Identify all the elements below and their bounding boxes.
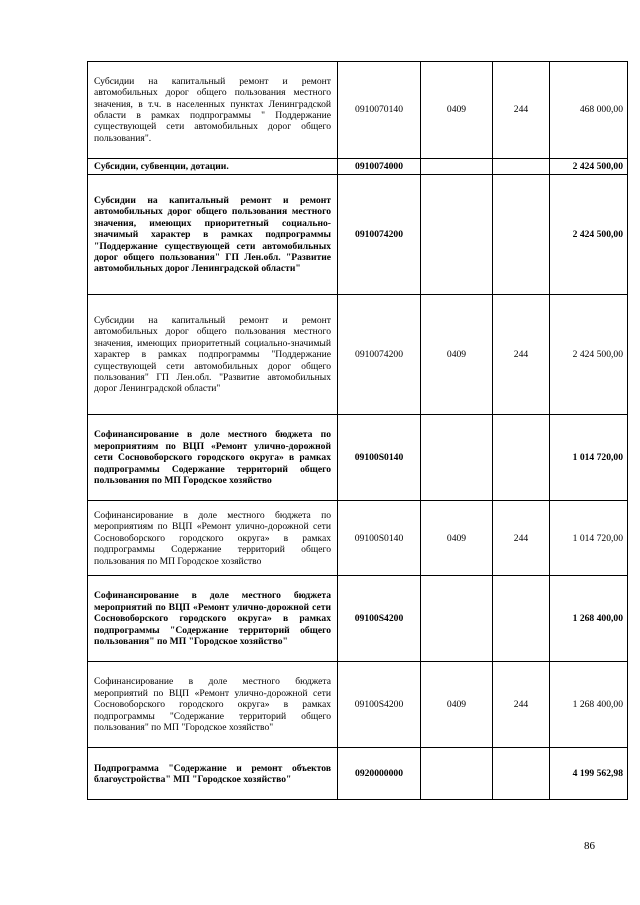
- row-section-code: [421, 576, 493, 662]
- row-amount: 1 268 400,00: [550, 576, 628, 662]
- table-row: [88, 501, 628, 576]
- row-amount: 4 199 562,98: [550, 748, 628, 800]
- row-csr-code: 0920000000: [338, 748, 421, 800]
- row-description: Софинансирование в доле местного бюджета по мероприятиям по ВЦП «Ремонт улично-дорожной сети Сосновоборского городского округа» в рамках подпрограммы Содержание территорий общего пользования по МП Городское хозяйство: [88, 415, 338, 501]
- row-section-code: 0409: [421, 662, 493, 748]
- row-description: Софинансирование в доле местного бюджета мероприятий по ВЦП «Ремонт улично-дорожной сети Сосновоборского городского округа» в рамках подпрограммы "Содержание территорий общего пользования" по МП "Городское хозяйство": [88, 576, 338, 662]
- row-section-code: [421, 175, 493, 295]
- row-csr-code: 0910070140: [338, 62, 421, 159]
- table-row: [88, 748, 628, 800]
- row-section-code: [421, 159, 493, 175]
- table-row: [88, 662, 628, 748]
- row-section-code: 0409: [421, 295, 493, 415]
- row-amount: 2 424 500,00: [550, 159, 628, 175]
- row-amount: 468 000,00: [550, 62, 628, 159]
- row-description: Субсидии, субвенции, дотации.: [88, 159, 338, 175]
- table-row: [88, 62, 628, 159]
- row-csr-code: 09100S0140: [338, 415, 421, 501]
- row-csr-code: 09100S0140: [338, 501, 421, 576]
- row-csr-code: 09100S4200: [338, 576, 421, 662]
- row-section-code: 0409: [421, 501, 493, 576]
- row-description: Субсидии на капитальный ремонт и ремонт автомобильных дорог общего пользования местного значения, в т.ч. в населенных пунктах Ленинградской области в рамках подпрограммы " Поддержание существующей сети автомобильных дорог общего пользования".: [88, 62, 338, 159]
- row-description: Субсидии на капитальный ремонт и ремонт автомобильных дорог общего пользования местного значения, имеющих приоритетный социально-значимый характер в рамках подпрограммы "Поддержание существующей сети автомобильных дорог общего пользования" ГП Лен.обл. "Развитие автомобильных дорог Ленинградской области": [88, 295, 338, 415]
- row-section-code: [421, 748, 493, 800]
- table-row: [88, 159, 628, 175]
- row-section-code: [421, 415, 493, 501]
- row-expense-type-code: 244: [493, 62, 550, 159]
- table-row: [88, 175, 628, 295]
- row-expense-type-code: 244: [493, 662, 550, 748]
- row-amount: 1 268 400,00: [550, 662, 628, 748]
- row-expense-type-code: [493, 175, 550, 295]
- row-section-code: 0409: [421, 62, 493, 159]
- row-description: Софинансирование в доле местного бюджета мероприятий по ВЦП «Ремонт улично-дорожной сети Сосновоборского городского округа» в рамках подпрограммы "Содержание территорий общего пользования" по МП "Городское хозяйство": [88, 662, 338, 748]
- row-description: Субсидии на капитальный ремонт и ремонт автомобильных дорог общего пользования местного значения, имеющих приоритетный социально-значимый характер в рамках подпрограммы "Поддержание существующей сети автомобильных дорог общего пользования" ГП Лен.обл. "Развитие автомобильных дорог Ленинградской области": [88, 175, 338, 295]
- row-description: Подпрограмма "Содержание и ремонт объектов благоустройства" МП "Городское хозяйство": [88, 748, 338, 800]
- row-csr-code: 0910074000: [338, 159, 421, 175]
- row-description: Софинансирование в доле местного бюджета по мероприятиям по ВЦП «Ремонт улично-дорожной сети Сосновоборского городского округа» в рамках подпрограммы Содержание территорий общего пользования по МП Городское хозяйство: [88, 501, 338, 576]
- table-row: [88, 415, 628, 501]
- row-expense-type-code: 244: [493, 501, 550, 576]
- row-expense-type-code: [493, 159, 550, 175]
- page-number: 86: [584, 840, 595, 852]
- row-amount: 1 014 720,00: [550, 415, 628, 501]
- row-expense-type-code: [493, 748, 550, 800]
- row-expense-type-code: [493, 576, 550, 662]
- row-amount: 2 424 500,00: [550, 295, 628, 415]
- row-expense-type-code: [493, 415, 550, 501]
- row-csr-code: 09100S4200: [338, 662, 421, 748]
- table-row: [88, 295, 628, 415]
- row-amount: 1 014 720,00: [550, 501, 628, 576]
- table-row: [88, 576, 628, 662]
- row-expense-type-code: 244: [493, 295, 550, 415]
- budget-table-body: [88, 62, 628, 800]
- row-csr-code: 0910074200: [338, 295, 421, 415]
- budget-table: [87, 61, 628, 800]
- row-amount: 2 424 500,00: [550, 175, 628, 295]
- row-csr-code: 0910074200: [338, 175, 421, 295]
